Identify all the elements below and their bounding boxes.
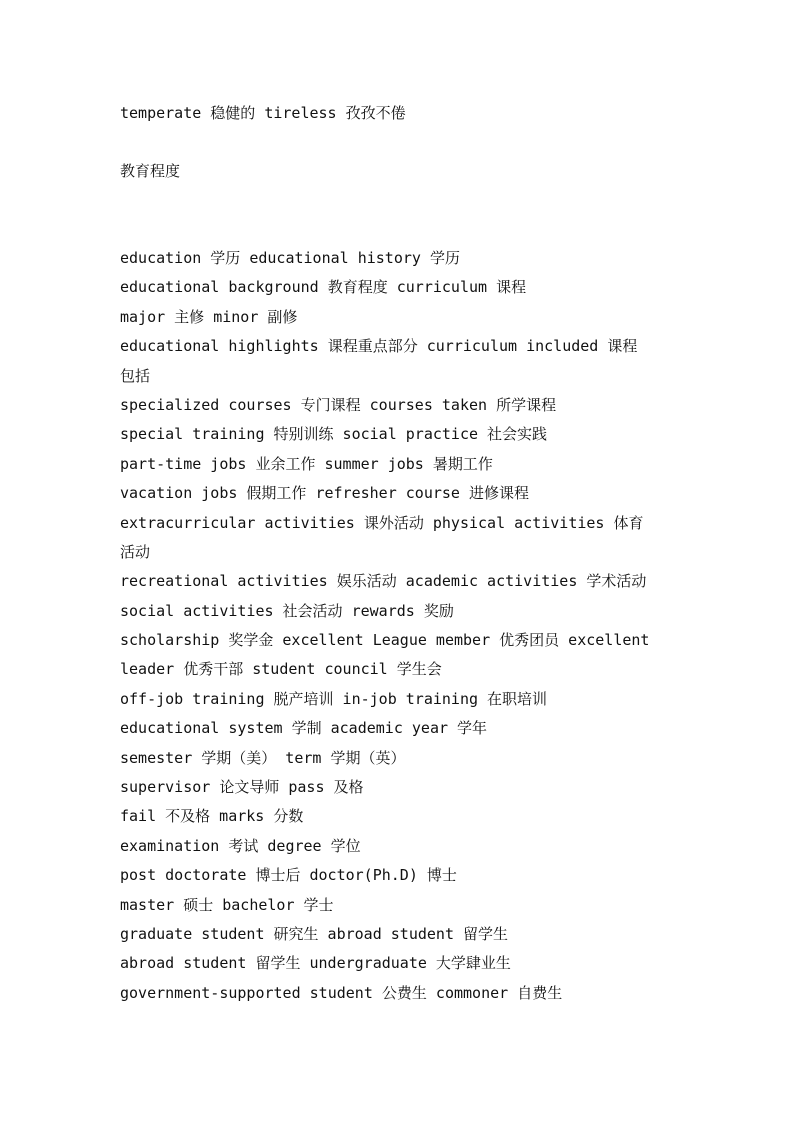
vocabulary-line: scholarship 奖学金 excellent League member 优秀团员 excellent <box>120 631 650 650</box>
vocabulary-line: education 学历 educational history 学历 <box>120 249 460 267</box>
vocabulary-line: social activities 社会活动 rewards 奖励 <box>120 601 454 620</box>
vocabulary-line: educational background 教育程度 curriculum 课程 <box>120 278 527 297</box>
vocabulary-line: master 硕士 bachelor 学士 <box>120 895 334 914</box>
vocabulary-line: major 主修 minor 副修 <box>120 307 298 326</box>
vocabulary-line: specialized courses 专门课程 courses taken 所学课程 <box>120 395 557 414</box>
vocabulary-line: supervisor 论文导师 pass 及格 <box>120 778 364 797</box>
intro-line: temperate 稳健的 tireless 孜孜不倦 <box>120 104 406 122</box>
vocabulary-list <box>120 244 686 1008</box>
vocabulary-line: semester 学期（美） term 学期（英） <box>120 748 406 767</box>
section-heading: 教育程度 <box>120 162 181 180</box>
vocabulary-line: 活动 <box>120 542 151 561</box>
vocabulary-line: extracurricular activities 课外活动 physical activities 体育 <box>120 513 644 532</box>
vocabulary-line: post doctorate 博士后 doctor(Ph.D) 博士 <box>120 866 457 885</box>
vocabulary-line: special training 特别训练 social practice 社会实践 <box>120 425 548 444</box>
vocabulary-line: leader 优秀干部 student council 学生会 <box>120 660 442 679</box>
vocabulary-line: off-job training 脱产培训 in-job training 在职培训 <box>120 689 548 708</box>
vocabulary-line: part-time jobs 业余工作 summer jobs 暑期工作 <box>120 454 493 473</box>
vocabulary-line: graduate student 研究生 abroad student 留学生 <box>120 924 509 943</box>
vocabulary-line: 包括 <box>120 366 151 385</box>
vocabulary-line: fail 不及格 marks 分数 <box>120 807 304 826</box>
vocabulary-line: abroad student 留学生 undergraduate 大学肆业生 <box>120 954 511 973</box>
vocabulary-line: recreational activities 娱乐活动 academic activities 学术活动 <box>120 572 647 591</box>
document-content <box>120 98 686 1008</box>
vocabulary-line: educational highlights 课程重点部分 curriculum included 课程 <box>120 337 638 356</box>
vocabulary-line: government-supported student 公费生 commoner 自费生 <box>120 983 563 1002</box>
vocabulary-line: examination 考试 degree 学位 <box>120 836 361 855</box>
vocabulary-line: vacation jobs 假期工作 refresher course 进修课程 <box>120 484 529 503</box>
vocabulary-line: educational system 学制 academic year 学年 <box>120 719 488 738</box>
